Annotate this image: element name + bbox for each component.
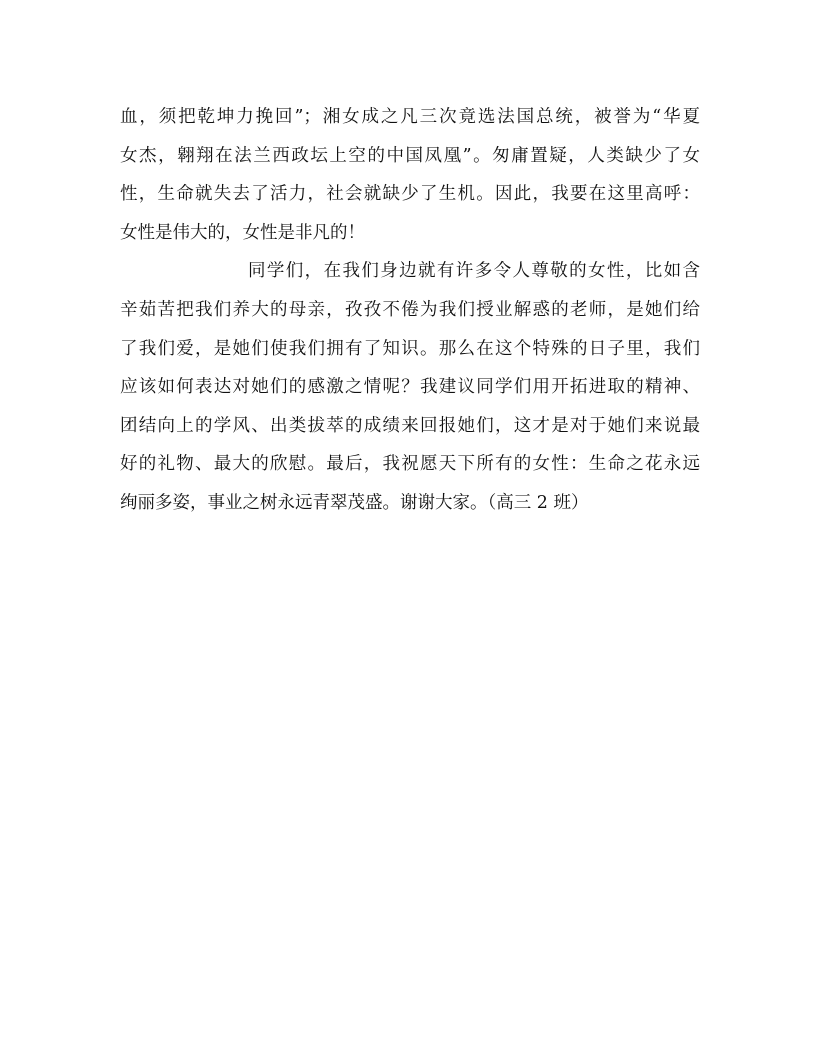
- text-line: 团结向上的学风、出类拔萃的成绩来回报她们，这才是对于她们来说最: [120, 415, 700, 436]
- paragraph-1: [120, 98, 700, 252]
- text-line: 好的礼物、最大的欣慰。最后，我祝愿天下所有的女性：生命之花永远: [120, 454, 700, 475]
- text-line: 应该如何表达对她们的感激之情呢？我建议同学们用开拓进取的精神、: [120, 377, 700, 398]
- text-line: 辛茹苦把我们养大的母亲，孜孜不倦为我们授业解惑的老师，是她们给: [120, 299, 700, 320]
- document-body: [120, 98, 700, 523]
- text-line: 绚丽多姿，事业之树永远青翠茂盛。谢谢大家。（高三 2 班）: [120, 492, 589, 513]
- text-line: 性，生命就失去了活力，社会就缺少了生机。因此，我要在这里高呼：: [120, 184, 700, 205]
- text-line: 同学们，在我们身边就有许多令人尊敬的女性，比如含: [248, 261, 700, 282]
- text-line: 女杰，翱翔在法兰西政坛上空的中国凤凰”。匆庸置疑，人类缺少了女: [120, 145, 700, 166]
- text-line: 血，须把乾坤力挽回”；湘女成之凡三次竟选法国总统，被誉为“华夏: [120, 107, 700, 127]
- paragraph-2: [120, 252, 700, 522]
- text-line: 了我们爱，是她们使我们拥有了知识。那么在这个特殊的日子里，我们: [120, 338, 700, 359]
- text-line: 女性是伟大的，女性是非凡的！: [120, 222, 365, 243]
